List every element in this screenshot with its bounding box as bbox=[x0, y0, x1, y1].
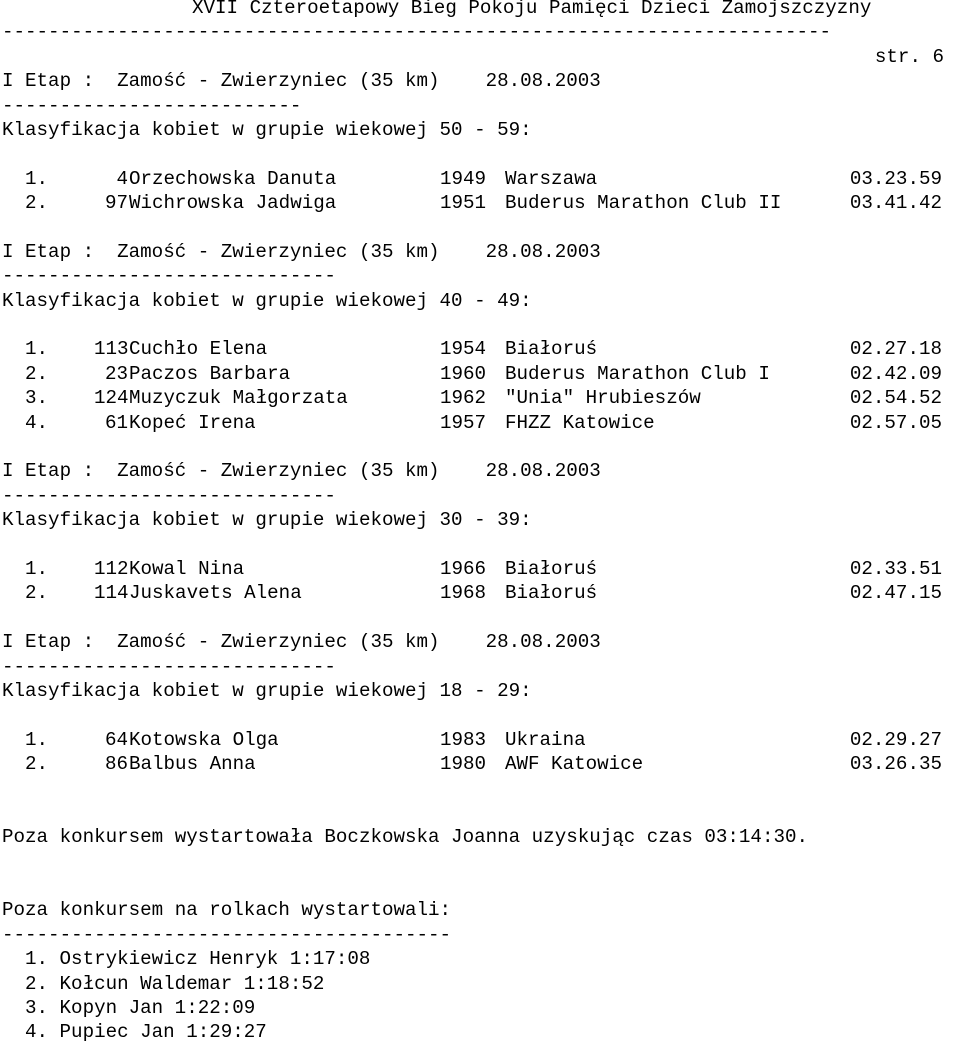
place: 1. bbox=[25, 557, 49, 580]
bib-number: 112 bbox=[94, 557, 129, 580]
birth-year: 1983 bbox=[440, 728, 487, 751]
runner-name: Kowal Nina bbox=[129, 557, 245, 580]
rollers-item: 3. Kopyn Jan 1:22:09 bbox=[25, 997, 256, 1020]
finish-time: 03.26.35 bbox=[849, 753, 942, 776]
result-row bbox=[2, 191, 960, 215]
header-row bbox=[2, 45, 960, 69]
finish-time: 03.23.59 bbox=[849, 167, 942, 190]
result-row bbox=[2, 752, 960, 776]
rollers-rule: --------------------------------------- bbox=[2, 923, 452, 946]
stage-line: I Etap : Zamość - Zwierzyniec (35 km) 28.08.2003 bbox=[2, 460, 601, 483]
result-row bbox=[2, 411, 960, 435]
rollers-item: 4. Pupiec Jan 1:29:27 bbox=[25, 1021, 267, 1044]
birth-year: 1980 bbox=[440, 753, 487, 776]
page-number: str. 6 bbox=[874, 45, 944, 68]
stage-rule: ----------------------------- bbox=[2, 484, 336, 507]
club: FHZZ Katowice bbox=[505, 411, 655, 434]
results-section-40-49 bbox=[2, 240, 960, 460]
runner-name: Cuchło Elena bbox=[129, 338, 268, 361]
result-row bbox=[2, 362, 960, 386]
club: Białoruś bbox=[505, 338, 598, 361]
bib-number: 113 bbox=[94, 338, 129, 361]
runner-name: Wichrowska Jadwiga bbox=[129, 192, 337, 215]
birth-year: 1957 bbox=[440, 411, 487, 434]
place: 2. bbox=[25, 192, 49, 215]
birth-year: 1968 bbox=[440, 582, 487, 605]
club: AWF Katowice bbox=[505, 753, 644, 776]
place: 1. bbox=[25, 338, 49, 361]
place: 4. bbox=[25, 411, 49, 434]
runner-name: Orzechowska Danuta bbox=[129, 167, 337, 190]
bib-number: 23 bbox=[104, 362, 128, 385]
result-row bbox=[2, 728, 960, 752]
rollers-item: 1. Ostrykiewicz Henryk 1:17:08 bbox=[25, 948, 371, 971]
result-row bbox=[2, 167, 960, 191]
bib-number: 114 bbox=[94, 582, 129, 605]
out-of-competition-note: Poza konkursem wystartowała Boczkowska Joanna uzyskując czas 03:14:30. bbox=[2, 826, 809, 849]
club: Białoruś bbox=[505, 557, 598, 580]
club: Warszawa bbox=[505, 167, 598, 190]
runner-name: Balbus Anna bbox=[129, 753, 256, 776]
results-section-30-39 bbox=[2, 459, 960, 630]
stage-line: I Etap : Zamość - Zwierzyniec (35 km) 28.08.2003 bbox=[2, 70, 601, 93]
finish-time: 02.57.05 bbox=[849, 411, 942, 434]
classification-heading: Klasyfikacja kobiet w grupie wiekowej 18 - 29: bbox=[2, 679, 532, 702]
classification-heading: Klasyfikacja kobiet w grupie wiekowej 30 - 39: bbox=[2, 509, 532, 532]
place: 1. bbox=[25, 167, 49, 190]
finish-time: 02.27.18 bbox=[849, 338, 942, 361]
club: "Unia" Hrubieszów bbox=[505, 387, 701, 410]
club: Białoruś bbox=[505, 582, 598, 605]
bib-number: 86 bbox=[104, 753, 128, 776]
results-section-50-59 bbox=[2, 69, 960, 240]
stage-rule: -------------------------- bbox=[2, 94, 302, 117]
birth-year: 1954 bbox=[440, 338, 487, 361]
stage-rule: ----------------------------- bbox=[2, 265, 336, 288]
results-section-18-29 bbox=[2, 630, 960, 776]
birth-year: 1960 bbox=[440, 362, 487, 385]
finish-time: 02.42.09 bbox=[849, 362, 942, 385]
birth-year: 1951 bbox=[440, 192, 487, 215]
stage-line: I Etap : Zamość - Zwierzyniec (35 km) 28.08.2003 bbox=[2, 240, 601, 263]
finish-time: 02.33.51 bbox=[849, 557, 942, 580]
bib-number: 4 bbox=[116, 167, 128, 190]
finish-time: 03.41.42 bbox=[849, 192, 942, 215]
runner-name: Kotowska Olga bbox=[129, 728, 279, 751]
place: 2. bbox=[25, 753, 49, 776]
bib-number: 61 bbox=[104, 411, 128, 434]
club: Buderus Marathon Club II bbox=[505, 192, 782, 215]
stage-rule: ----------------------------- bbox=[2, 655, 336, 678]
results-document bbox=[2, 0, 960, 1045]
birth-year: 1966 bbox=[440, 557, 487, 580]
classification-heading: Klasyfikacja kobiet w grupie wiekowej 50 - 59: bbox=[2, 118, 532, 141]
result-row bbox=[2, 386, 960, 410]
birth-year: 1949 bbox=[440, 167, 487, 190]
finish-time: 02.47.15 bbox=[849, 582, 942, 605]
runner-name: Juskavets Alena bbox=[129, 582, 302, 605]
runner-name: Paczos Barbara bbox=[129, 362, 291, 385]
classification-heading: Klasyfikacja kobiet w grupie wiekowej 40 - 49: bbox=[2, 289, 532, 312]
header-rule: ------------------------------------------------------------------------ bbox=[2, 21, 832, 44]
finish-time: 02.29.27 bbox=[849, 728, 942, 751]
bib-number: 64 bbox=[104, 728, 128, 751]
result-row bbox=[2, 581, 960, 605]
place: 2. bbox=[25, 362, 49, 385]
bib-number: 124 bbox=[94, 387, 129, 410]
birth-year: 1962 bbox=[440, 387, 487, 410]
place: 3. bbox=[25, 387, 49, 410]
bib-number: 97 bbox=[104, 192, 128, 215]
result-row bbox=[2, 557, 960, 581]
place: 1. bbox=[25, 728, 49, 751]
document-title: XVII Czteroetapowy Bieg Pokoju Pamięci Dzieci Zamojszczyzny bbox=[192, 0, 872, 19]
runner-name: Kopeć Irena bbox=[129, 411, 256, 434]
rollers-section bbox=[2, 898, 960, 1044]
runner-name: Muzyczuk Małgorzata bbox=[129, 387, 348, 410]
rollers-item: 2. Kołcun Waldemar 1:18:52 bbox=[25, 972, 325, 995]
finish-time: 02.54.52 bbox=[849, 387, 942, 410]
club: Buderus Marathon Club I bbox=[505, 362, 770, 385]
place: 2. bbox=[25, 582, 49, 605]
result-row bbox=[2, 337, 960, 361]
stage-line: I Etap : Zamość - Zwierzyniec (35 km) 28.08.2003 bbox=[2, 631, 601, 654]
rollers-heading: Poza konkursem na rolkach wystartowali: bbox=[2, 899, 452, 922]
club: Ukraina bbox=[505, 728, 586, 751]
